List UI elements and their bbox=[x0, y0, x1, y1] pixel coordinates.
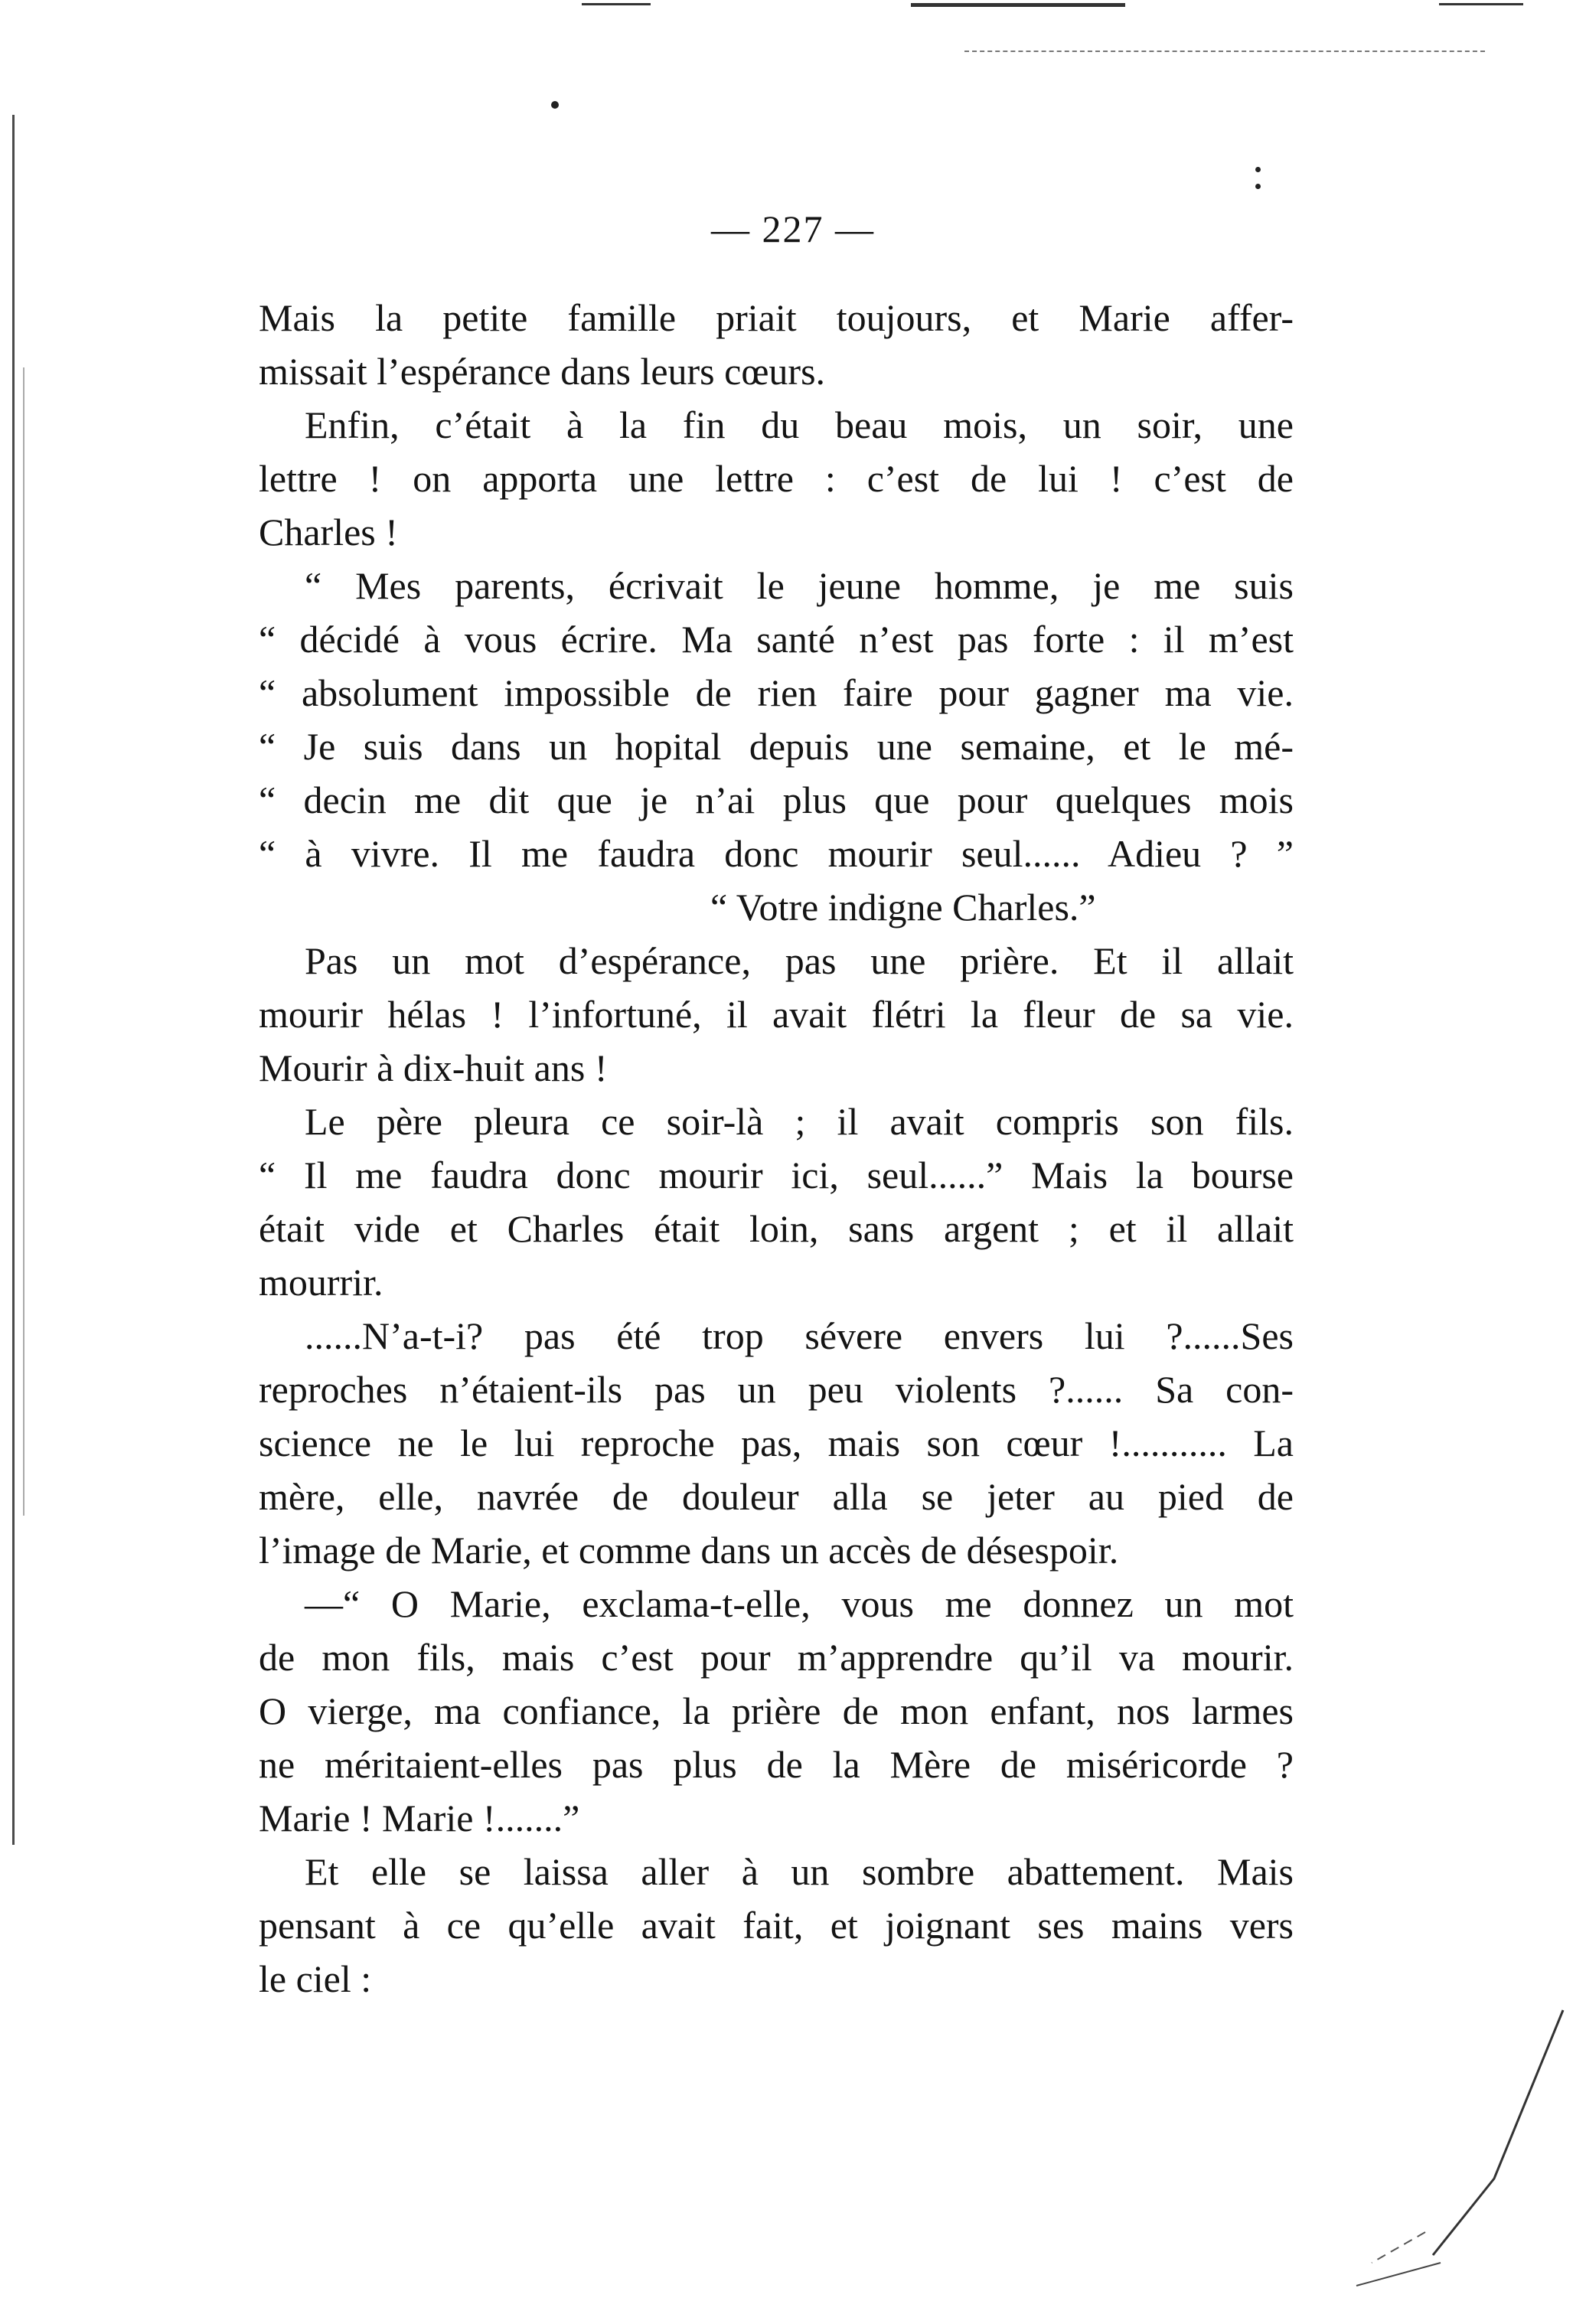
text-line: science ne le lui reproche pas, mais son cœur !........... La bbox=[259, 1421, 1294, 1464]
text-line: Pas un mot d’espérance, pas une prière. Et il allait bbox=[305, 939, 1294, 982]
text-line: “ decin me dit que je n’ai plus que pour quelques mois bbox=[259, 778, 1294, 821]
text-line: Mourir à dix-huit ans ! bbox=[259, 1046, 608, 1089]
text-line: missait l’espérance dans leurs cœurs. bbox=[259, 350, 826, 393]
page-number: — 227 — bbox=[711, 207, 875, 250]
text-line: mourir hélas ! l’infortuné, il avait flétri la fleur de sa vie. bbox=[259, 993, 1294, 1036]
text-line: “ Mes parents, écrivait le jeune homme, je me suis bbox=[305, 564, 1294, 607]
signature-line: “ Votre indigne Charles.” bbox=[710, 886, 1096, 929]
text-line: “ à vivre. Il me faudra donc mourir seul...... Adieu ? ” bbox=[259, 832, 1294, 875]
text-line: lettre ! on apporta une lettre : c’est de lui ! c’est de bbox=[259, 457, 1294, 500]
text-line: était vide et Charles était loin, sans argent ; et il allait bbox=[259, 1207, 1294, 1250]
top-scan-mark bbox=[1439, 3, 1523, 5]
text-line: ......N’a-t-i? pas été trop sévere envers lui ?......Ses bbox=[305, 1314, 1294, 1357]
text-line: reproches n’étaient-ils pas un peu violents ?...... Sa con- bbox=[259, 1368, 1294, 1411]
top-dashed-scan-line bbox=[964, 51, 1485, 52]
text-line: Et elle se laissa aller à un sombre abattement. Mais bbox=[305, 1850, 1294, 1893]
body-text bbox=[259, 291, 1294, 2006]
top-scan-mark bbox=[582, 3, 651, 5]
text-line: Mais la petite famille priait toujours, et Marie affer- bbox=[259, 296, 1294, 339]
text-line: Charles ! bbox=[259, 511, 398, 553]
ink-speck bbox=[551, 101, 559, 109]
corner-pencil-scribble bbox=[1341, 2002, 1571, 2293]
text-line: “ décidé à vous écrire. Ma santé n’est pas forte : il m’est bbox=[259, 618, 1294, 661]
text-line: le ciel : bbox=[259, 1957, 372, 2000]
text-line: Marie ! Marie !.......” bbox=[259, 1797, 580, 1839]
page-left-edge-shadow bbox=[12, 115, 15, 1845]
ink-speck bbox=[1255, 184, 1261, 189]
text-line: “ Je suis dans un hopital depuis une semaine, et le mé- bbox=[259, 725, 1294, 768]
text-line: mourrir. bbox=[259, 1261, 383, 1304]
text-line: Enfin, c’était à la fin du beau mois, un soir, une bbox=[305, 403, 1294, 446]
text-line: “ absolument impossible de rien faire pour gagner ma vie. bbox=[259, 671, 1294, 714]
text-line: ne méritaient-elles pas plus de la Mère de miséricorde ? bbox=[259, 1743, 1294, 1786]
page-left-edge-shadow-inner bbox=[23, 367, 24, 1516]
text-line: mère, elle, navrée de douleur alla se jeter au pied de bbox=[259, 1475, 1294, 1518]
text-line: pensant à ce qu’elle avait fait, et joignant ses mains vers bbox=[259, 1904, 1294, 1947]
text-line: l’image de Marie, et comme dans un accès de désespoir. bbox=[259, 1529, 1119, 1572]
ink-speck bbox=[1255, 167, 1261, 172]
text-line: Le père pleura ce soir-là ; il avait compris son fils. bbox=[305, 1100, 1294, 1143]
text-line: “ Il me faudra donc mourir ici, seul......” Mais la bourse bbox=[259, 1154, 1294, 1196]
text-line: O vierge, ma confiance, la prière de mon enfant, nos larmes bbox=[259, 1689, 1294, 1732]
text-line: de mon fils, mais c’est pour m’apprendre qu’il va mourir. bbox=[259, 1636, 1294, 1679]
top-scan-mark bbox=[911, 3, 1125, 7]
text-line: —“ O Marie, exclama-t-elle, vous me donnez un mot bbox=[305, 1582, 1294, 1625]
